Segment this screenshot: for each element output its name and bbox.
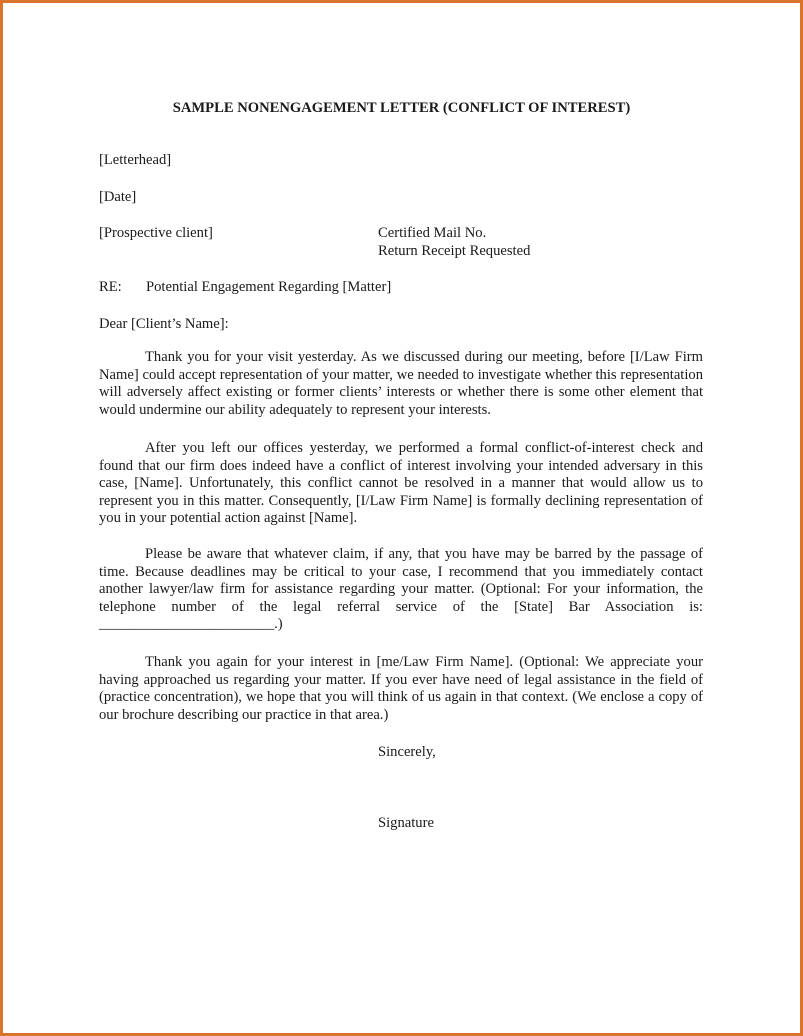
signature-line: Signature	[378, 815, 434, 831]
paragraph-2: After you left our offices yesterday, we performed a formal conflict-of-interest check and found that our firm does indeed have a conflict of interest involving your intended adversary in this case, [Name]. Unfortunately, this conflict cannot be resolved in a manner that would allow us to represent you in this matter. Consequently, [I/Law Firm Name] is formally declining representation of you in your potential action against [Name].	[99, 440, 703, 527]
re-subject: Potential Engagement Regarding [Matter]	[146, 279, 392, 295]
mail-line-1: Certified Mail No.	[378, 225, 487, 241]
closing: Sincerely,	[378, 744, 436, 760]
recipient-placeholder: [Prospective client]	[99, 225, 213, 241]
mail-line-2: Return Receipt Requested	[378, 243, 531, 259]
paragraph-1: Thank you for your visit yesterday. As we discussed during our meeting, before [I/Law Firm Name] could accept representation of your matter, we needed to investigate whether this representation will adversely affect existing or former clients’ interests or whether there is some other element that would undermine our ability adequately to represent your interests.	[99, 349, 703, 418]
date-placeholder: [Date]	[99, 189, 137, 205]
letterhead-placeholder: [Letterhead]	[99, 152, 172, 168]
re-label: RE:	[99, 279, 122, 295]
salutation: Dear [Client’s Name]:	[99, 316, 229, 332]
paragraph-4: Thank you again for your interest in [me/Law Firm Name]. (Optional: We appreciate your having approached us regarding your matter. If you ever have need of legal assistance in the field of (practice concentration), we hope that you will think of us again in that context. (We enclose a copy of our brochure describing our practice in that area.)	[99, 654, 703, 723]
paragraph-3: Please be aware that whatever claim, if any, that you have may be barred by the passage of time. Because deadlines may be critical to your case, I recommend that you immediately contact another lawyer/law firm for assistance regarding your matter. (Optional: For your information, the telephone number of the legal referral service of the [State] Bar Association is: ________________________.)	[99, 546, 703, 633]
letter-title: SAMPLE NONENGAGEMENT LETTER (CONFLICT OF INTEREST)	[172, 100, 631, 116]
